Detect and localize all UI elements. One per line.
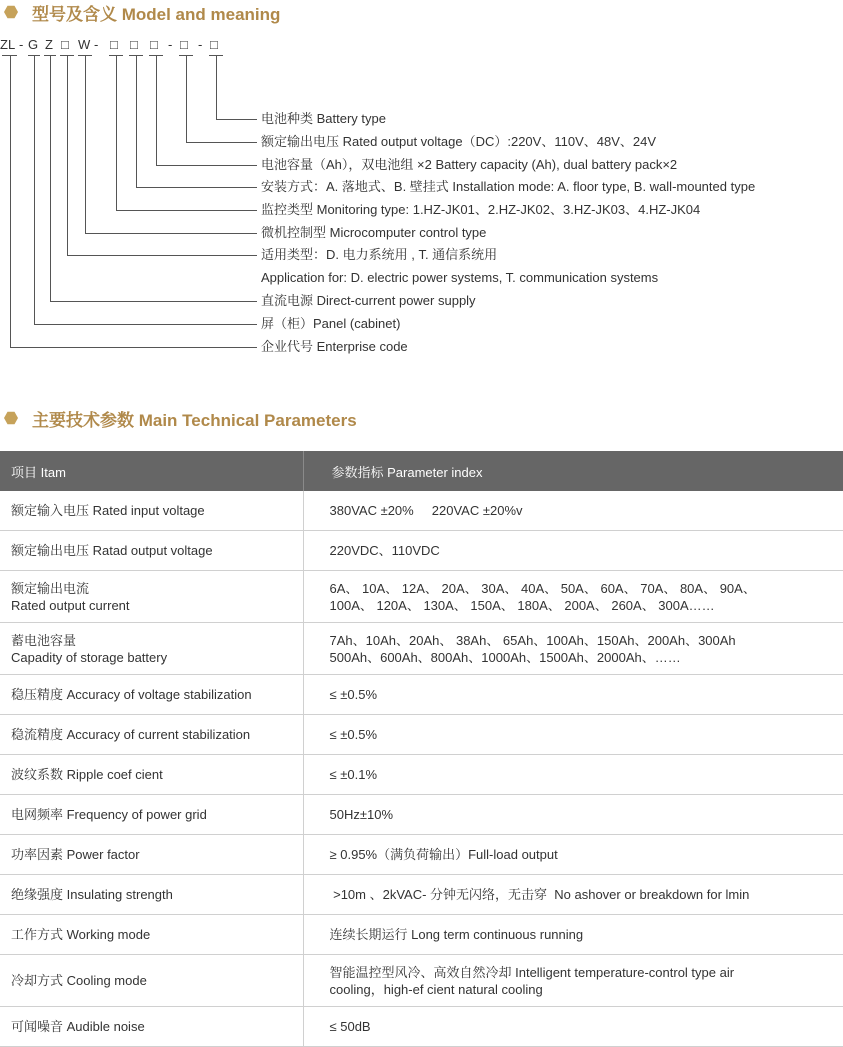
table-row <box>0 875 843 915</box>
legend-battery-capacity: 电池容量（Ah），双电池组 ×2 Battery capacity (Ah), dual battery pack×2 <box>261 157 678 172</box>
table-row <box>0 755 843 795</box>
value-text: ≥ 0.95%（满负荷输出）Full-load output <box>329 847 558 862</box>
value-text: ≤ 50dB <box>329 1019 371 1034</box>
bracket-vertical <box>216 55 217 119</box>
item-cell <box>0 1007 303 1047</box>
item-text: 绝缘强度 Insulating strength <box>11 887 173 902</box>
item-text: 蓄电池容量 <box>11 632 77 648</box>
value-text: cooling，high-ef cient natural cooling <box>329 981 543 997</box>
code-placeholder: □ <box>210 37 218 52</box>
table-row <box>0 835 843 875</box>
value-text: 6A、 10A、 12A、 20A、 30A、 40A、 50A、 60A、 70A、 80A、 90A、 <box>329 580 756 596</box>
legend-application-type-cn: 适用类型：D. 电力系统用 , T. 通信系统用 <box>261 247 498 262</box>
value-cell <box>303 955 843 1007</box>
table-row <box>0 1007 843 1047</box>
value-text: 连续长期运行 Long term continuous running <box>329 927 584 942</box>
bracket-horizontal <box>67 255 257 256</box>
value-text: 500Ah、600Ah、800Ah、1000Ah、1500Ah、2000Ah、…… <box>329 649 681 665</box>
item-text: 波纹系数 Ripple coef cient <box>11 767 163 782</box>
legend-enterprise-code: 企业代号 Enterprise code <box>261 339 408 354</box>
bracket-vertical <box>10 55 11 347</box>
bracket-horizontal <box>116 210 257 211</box>
bracket-horizontal <box>34 324 257 325</box>
legend-application-type-en: Application for: D. electric power systems, T. communication systems <box>261 270 659 285</box>
table-row <box>0 571 843 623</box>
bracket-vertical <box>186 55 187 142</box>
item-text: 工作方式 Working mode <box>11 927 151 942</box>
section-title-text: 主要技术参数 Main Technical Parameters <box>32 410 357 430</box>
legend-rated-output-voltage: 额定输出电压 Rated output voltage（DC）:220V、110V、48V、24V <box>261 134 656 149</box>
item-cell <box>0 531 303 571</box>
item-cell <box>0 915 303 955</box>
hexagon-bullet-icon <box>4 5 18 19</box>
item-cell <box>0 875 303 915</box>
column-header-parameter: 参数指标 Parameter index <box>303 451 843 491</box>
section-title-text: 型号及含义 Model and meaning <box>32 4 281 24</box>
item-text: 额定输出电压 Ratad output voltage <box>11 543 213 558</box>
legend-battery-type: 电池种类 Battery type <box>261 111 386 126</box>
table-row <box>0 715 843 755</box>
bracket-vertical <box>67 55 68 255</box>
bracket-horizontal <box>50 301 257 302</box>
item-cell <box>0 755 303 795</box>
value-cell <box>303 875 843 915</box>
item-text: 功率因素 Power factor <box>11 847 140 862</box>
code-segment: ZL <box>0 37 16 52</box>
value-text: ≤ ±0.1% <box>329 767 378 782</box>
code-placeholder: □ <box>61 37 69 52</box>
item-cell <box>0 715 303 755</box>
legend-microcomputer-control: 微机控制型 Microcomputer control type <box>261 225 487 240</box>
code-placeholder: □ <box>180 37 188 52</box>
bracket-horizontal <box>10 347 257 348</box>
bracket-horizontal <box>156 165 257 166</box>
code-segment: W <box>78 37 91 52</box>
technical-parameters-table <box>0 451 843 1047</box>
value-cell <box>303 675 843 715</box>
table-row <box>0 915 843 955</box>
value-text: 50Hz±10% <box>329 807 394 822</box>
bracket-vertical <box>85 55 86 233</box>
item-cell <box>0 795 303 835</box>
table-row <box>0 531 843 571</box>
legend-monitoring-type: 监控类型 Monitoring type: 1.HZ-JK01、2.HZ-JK02、3.HZ-JK03、4.HZ-JK04 <box>261 202 701 217</box>
item-cell <box>0 571 303 623</box>
code-placeholder: □ <box>110 37 118 52</box>
legend-installation-mode: 安装方式：A. 落地式、B. 壁挂式 Installation mode: A. floor type, B. wall-mounted type <box>261 179 756 194</box>
column-header-item: 项目 Itam <box>0 451 303 491</box>
table-row <box>0 795 843 835</box>
item-text: Capadity of storage battery <box>11 649 168 665</box>
table-row <box>0 675 843 715</box>
value-text: ≤ ±0.5% <box>329 727 378 742</box>
table-row <box>0 955 843 1007</box>
bracket-horizontal <box>136 187 257 188</box>
code-segment: G <box>28 37 39 52</box>
table-row <box>0 623 843 675</box>
item-cell <box>0 491 303 531</box>
code-segment: Z <box>45 37 53 52</box>
value-text: 220VDC、110VDC <box>329 543 440 558</box>
bracket-vertical <box>116 55 117 210</box>
value-text: 100A、 120A、 130A、 150A、 180A、 200A、 260A、 300A…… <box>329 597 715 613</box>
item-text: 稳流精度 Accuracy of current stabilization <box>11 727 251 742</box>
item-text: 可闻噪音 Audible noise <box>11 1019 145 1034</box>
value-cell <box>303 623 843 675</box>
item-text: 冷却方式 Cooling mode <box>11 973 147 988</box>
code-separator: - <box>198 37 203 52</box>
legend-dc-power-supply: 直流电源 Direct-current power supply <box>261 293 476 308</box>
value-text: 380VAC ±20% 220VAC ±20%v <box>329 503 523 518</box>
section-title-technical-parameters <box>0 406 357 430</box>
bracket-vertical <box>50 55 51 301</box>
item-text: 额定输入电压 Rated input voltage <box>11 503 205 518</box>
value-cell <box>303 755 843 795</box>
value-text: >10m 、2kVAC- 分钟无闪络，无击穿 No ashover or breakdown for lmin <box>329 887 750 902</box>
section-title-model-meaning <box>0 0 280 24</box>
table-header-row <box>0 451 843 491</box>
item-text: 稳压精度 Accuracy of voltage stabilization <box>11 687 252 702</box>
bracket-horizontal <box>186 142 257 143</box>
code-placeholder: □ <box>150 37 158 52</box>
bracket-horizontal <box>85 233 257 234</box>
item-cell <box>0 623 303 675</box>
bracket-vertical <box>34 55 35 324</box>
bracket-vertical <box>156 55 157 165</box>
item-text: 电网频率 Frequency of power grid <box>11 807 207 822</box>
value-cell <box>303 571 843 623</box>
value-cell <box>303 491 843 531</box>
value-cell <box>303 715 843 755</box>
table-row <box>0 491 843 531</box>
item-text: Rated output current <box>11 597 130 613</box>
bracket-vertical <box>136 55 137 187</box>
value-cell <box>303 915 843 955</box>
value-cell <box>303 531 843 571</box>
code-separator: - <box>19 37 24 52</box>
value-text: ≤ ±0.5% <box>329 687 378 702</box>
item-cell <box>0 955 303 1007</box>
code-separator: - <box>94 37 99 52</box>
hexagon-bullet-icon <box>4 411 18 425</box>
legend-panel-cabinet: 屏（柜）Panel (cabinet) <box>261 316 401 331</box>
item-cell <box>0 835 303 875</box>
item-cell <box>0 675 303 715</box>
item-text: 额定输出电流 <box>11 580 90 596</box>
value-text: 7Ah、10Ah、20Ah、 38Ah、 65Ah、100Ah、150Ah、200Ah、300Ah <box>329 632 736 648</box>
value-cell <box>303 1007 843 1047</box>
code-placeholder: □ <box>130 37 138 52</box>
value-text: 智能温控型风冷、高效自然冷却 Intelligent temperature-control type air <box>329 964 735 980</box>
code-separator: - <box>168 37 173 52</box>
value-cell <box>303 835 843 875</box>
bracket-horizontal <box>216 119 257 120</box>
value-cell <box>303 795 843 835</box>
